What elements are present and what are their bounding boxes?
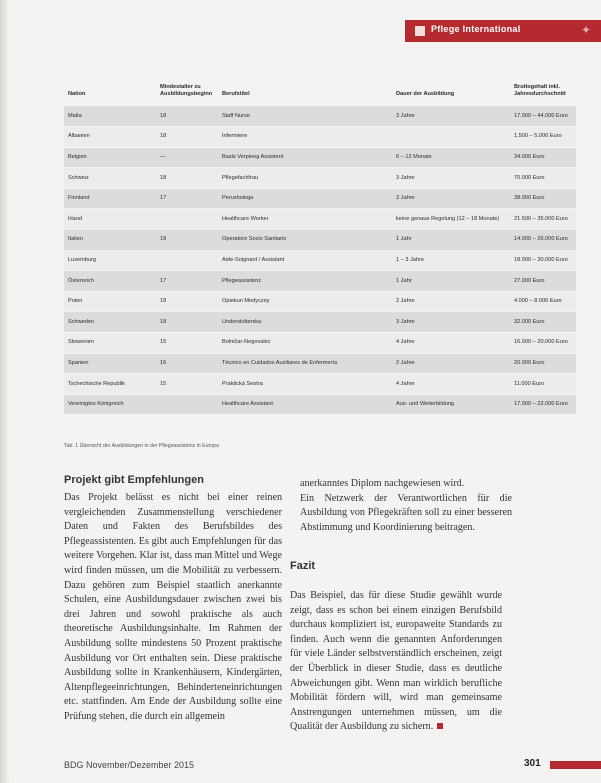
table-cell: 38.000 Euro	[510, 188, 576, 209]
table-cell: Tschechische Republik	[64, 374, 156, 395]
end-mark-icon	[437, 723, 443, 729]
table-cell: 21.500 – 35.000 Euro	[510, 209, 576, 230]
table-cell: 32.000 Euro	[510, 312, 576, 333]
table-row	[64, 394, 576, 415]
table-cell: Malta	[64, 106, 156, 127]
comparison-table	[64, 72, 576, 415]
table-cell: Healthcare Worker	[218, 209, 392, 230]
table-cell: 17.000 – 44.000 Euro	[510, 106, 576, 127]
article-column-right-top	[300, 477, 512, 535]
table-header-cell: Dauer der Ausbildung	[396, 91, 455, 98]
table-cell: Italien	[64, 230, 156, 251]
table-cell: 15	[156, 333, 218, 354]
table-cell: 1 – 3 Jahre	[392, 250, 510, 271]
table-cell: 1.500 – 5.000 Euro	[510, 127, 576, 148]
table-header-cell: Mindestalter zu Ausbildungsbeginn	[160, 84, 213, 98]
table-cell: Belgien	[64, 147, 156, 168]
table-cell: 15	[156, 374, 218, 395]
table-header-cell: Berufstitel	[222, 91, 250, 98]
table-row	[64, 271, 576, 292]
table-cell	[156, 250, 218, 271]
table-cell: 17	[156, 271, 218, 292]
table-cell: 1 Jahr	[392, 230, 510, 251]
table-cell: 2 Jahre	[392, 353, 510, 374]
article-column-left	[64, 491, 282, 725]
table-cell: keine genaue Regelung (12 – 18 Monate)	[392, 209, 510, 230]
table-cell: 16	[156, 353, 218, 374]
table-cell: 6 – 12 Monate	[392, 147, 510, 168]
table-row	[64, 374, 576, 395]
table-cell: Luxemburg	[64, 250, 156, 271]
table-cell: Infermiere	[218, 127, 392, 148]
table-row	[64, 250, 576, 271]
table-cell: Opiekun Medyczny	[218, 291, 392, 312]
table-row	[64, 353, 576, 374]
table-caption: Tab. 1 Übersicht der Ausbildungen in der Pflegeassistenz in Europa	[64, 443, 219, 449]
table-cell: Irland	[64, 209, 156, 230]
table-cell: 4 Jahre	[392, 374, 510, 395]
table-cell: Polen	[64, 291, 156, 312]
footer-accent-bar	[550, 761, 601, 769]
table-cell: 2 Jahre	[392, 291, 510, 312]
table-cell: 34.000 Euro	[510, 147, 576, 168]
table-cell: 3 Jahre	[392, 188, 510, 209]
table-cell: Aus- und Weiterbildung	[392, 394, 510, 415]
table-header-cell: Bruttogehalt inkl. Jahresdurchschnitt	[514, 84, 566, 98]
section-label: Pflege International	[431, 24, 521, 34]
table-cell: 4 Jahre	[392, 333, 510, 354]
section-tab	[405, 20, 601, 42]
table-cell: 18	[156, 230, 218, 251]
table-cell: 3 Jahre	[392, 168, 510, 189]
table-cell: —	[156, 147, 218, 168]
table-cell: 3 Jahre	[392, 106, 510, 127]
table-cell: Pflegefachfrau	[218, 168, 392, 189]
table-cell: Healthcare Assistant	[218, 394, 392, 415]
table-cell: Praktická Sestra	[218, 374, 392, 395]
table-cell	[156, 209, 218, 230]
table-row	[64, 127, 576, 148]
table-cell: 17	[156, 188, 218, 209]
table-cell: 4.000 – 8.000 Euro	[510, 291, 576, 312]
table-cell: 70.000 Euro	[510, 168, 576, 189]
page-gutter-shadow	[0, 0, 10, 783]
table-cell: Undersköterska	[218, 312, 392, 333]
article-column-right	[290, 589, 502, 735]
table-cell: 27.000 Euro	[510, 271, 576, 292]
table-cell: Schweden	[64, 312, 156, 333]
table-cell: 18	[156, 291, 218, 312]
table-cell: 16.000 – 20.000 Euro	[510, 333, 576, 354]
table-cell: 3 Jahre	[392, 312, 510, 333]
section-marker-icon	[415, 26, 425, 36]
table-row	[64, 188, 576, 209]
table-cell: 17.000 – 22.000 Euro	[510, 394, 576, 415]
heading-recommendations: Projekt gibt Empfehlungen	[64, 474, 204, 486]
paragraph: Das Projekt belässt es nicht bei einer reinen vergleichenden Zusammenstellung verschiedener Daten und Fakten des Berufsbildes des Pflegeassistenten. Es gibt auch Empfehlungen für das weitere Vorgehen. Klar ist, dass man Mittel und Wege wird finden müssen, um die Mobilität zu verbessern. Dazu gehören zum Beispiel staatlich anerkannte Schulen, eine Ausbildungsdauer zwischen zwei bis drei Jahren und sowohl praktische als auch theoretische Ausbildungsinhalte. Im Rahmen der Ausbildung sollte mindestens 50 Prozent praktische Ausbildung vor Ort enthalten sein. Diese praktische Ausbildung sollte in Krankenhäusern, Kindergärten, Altenpflegeeinrichtungen, Behinderteneinrichtungen etc. stattfinden. Am Ende der Ausbildung sollte eine Prüfung stehen, die durch ein allgemein	[64, 492, 282, 722]
table-cell: Finnland	[64, 188, 156, 209]
table-row	[64, 147, 576, 168]
table-cell: 20.000 Euro	[510, 353, 576, 374]
table-cell: Pflegeassistenz	[218, 271, 392, 292]
paragraph: Ein Netzwerk der Verantwortlichen für die Ausbildung von Pflegekräften soll zu einer besseren Abstimmung und Koordinierung beitragen.	[300, 492, 512, 533]
table-cell	[392, 127, 510, 148]
table-cell: 14.000 – 26.000 Euro	[510, 230, 576, 251]
paragraph: anerkanntes Diplom nachgewiesen wird.	[300, 478, 465, 489]
table-cell: Aide-Soignant / Assistant	[218, 250, 392, 271]
page-corner-icon: ✦	[580, 23, 591, 37]
table-cell: Vereinigtes Königreich	[64, 394, 156, 415]
table-cell: 11.000 Euro	[510, 374, 576, 395]
table-cell: Técnico en Cuidados Auxiliares de Enfermería	[218, 353, 392, 374]
table-cell: Slowenien	[64, 333, 156, 354]
table-row	[64, 312, 576, 333]
table-row	[64, 333, 576, 354]
table-cell: Bolničar-Negovalec	[218, 333, 392, 354]
table-row	[64, 168, 576, 189]
table-cell: Staff Nurse	[218, 106, 392, 127]
table-cell: 18	[156, 168, 218, 189]
table-cell: Österreich	[64, 271, 156, 292]
table-cell: 18	[156, 127, 218, 148]
table-cell: 18.000 – 30.000 Euro	[510, 250, 576, 271]
table-cell: 1 Jahr	[392, 271, 510, 292]
table-cell: 18	[156, 312, 218, 333]
journal-issue: BDG November/Dezember 2015	[64, 760, 195, 770]
table-cell: Albanien	[64, 127, 156, 148]
conclusion-text: Das Beispiel, das für diese Studie gewählt wurde zeigt, dass es schon bei einem einzigen Berufsbild durchaus kompliziert ist, europaweite Standards zu finden. Auch wenn die genannten Anforderungen für viele Länder selbstverständlich erscheinen, zeigt der Überblick in dieser Studie, dass es deutliche Abweichungen gibt. Wenn man wirklich berufliche Mobilität fördern will, wird man gemeinsame Anstrengungen unternehmen müssen, um die Qualität der Ausbildung zu sichern.	[290, 590, 502, 733]
table-row	[64, 291, 576, 312]
heading-conclusion: Fazit	[290, 560, 316, 572]
table-cell: Perushoitaja	[218, 188, 392, 209]
table-header-cell: Nation	[68, 91, 86, 98]
table-row	[64, 106, 576, 127]
paragraph	[290, 589, 502, 735]
table-cell: Basis Verpleeg Assistent	[218, 147, 392, 168]
table-row	[64, 209, 576, 230]
table-cell	[156, 394, 218, 415]
table-row	[64, 230, 576, 251]
table-cell: 18	[156, 106, 218, 127]
table-cell: Spanien	[64, 353, 156, 374]
table-cell: Operatore Socio Sanitario	[218, 230, 392, 251]
table-header-row	[64, 72, 576, 106]
page-number: 301	[524, 758, 541, 769]
table-cell: Schweiz	[64, 168, 156, 189]
